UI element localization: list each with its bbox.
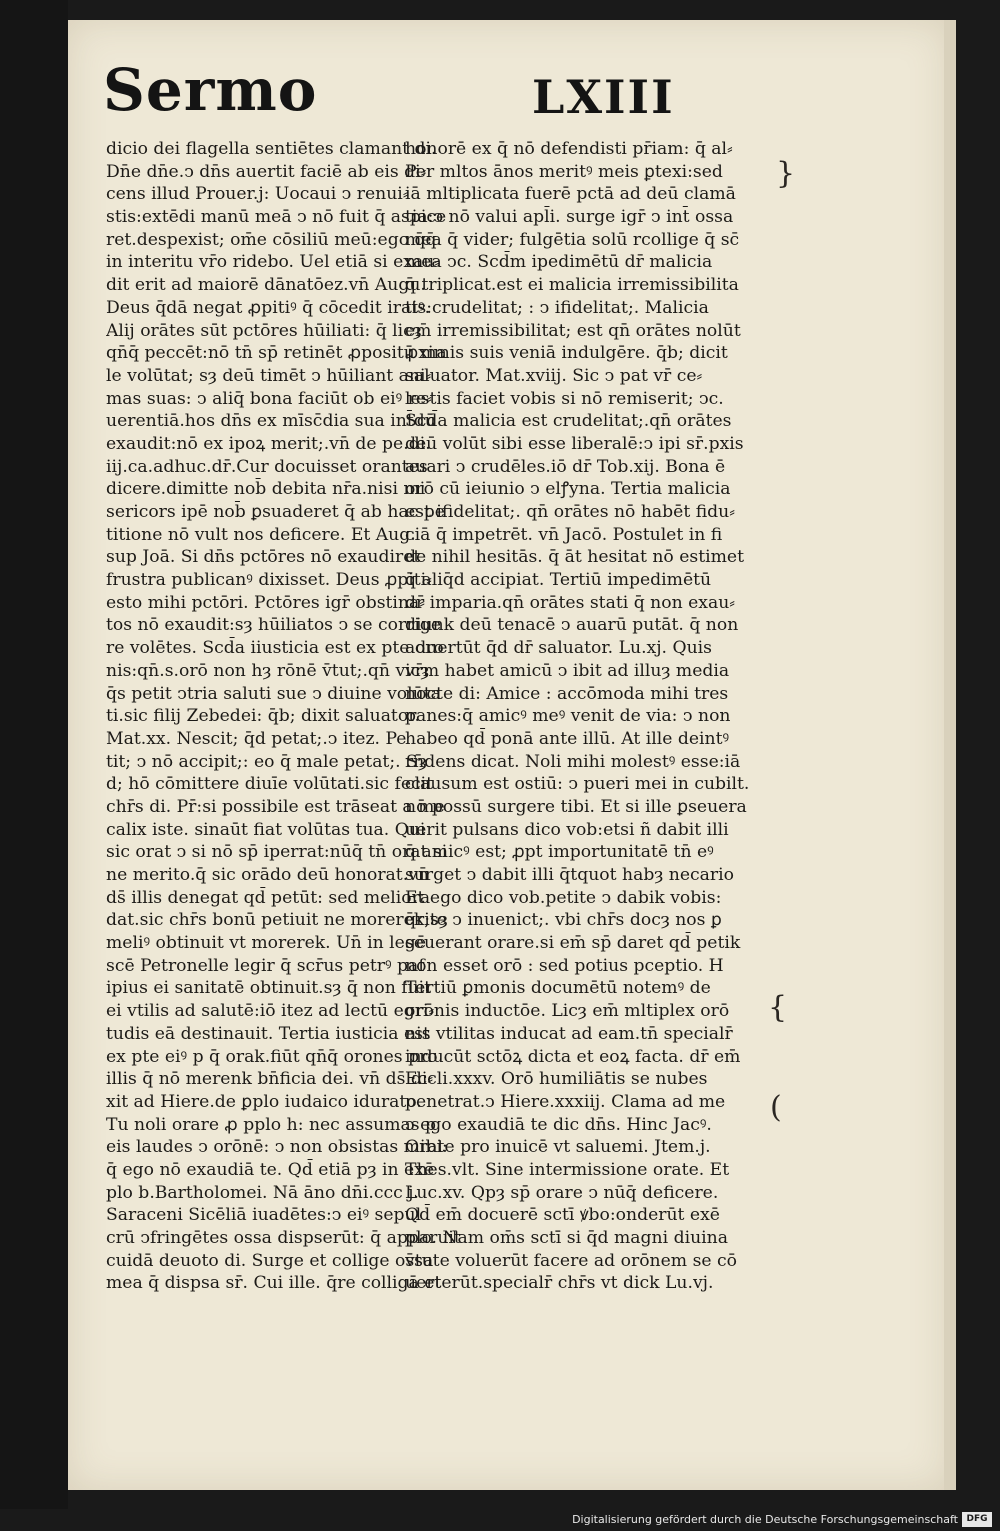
text-line: mas suas: ↄ aliq̄ bona faciūt ob eiꝰ re⸗ — [106, 388, 432, 409]
text-line: auari ↄ crudēles.iō dr̄ Tob.xij. Bona ē — [405, 456, 726, 477]
color-calibration-strip — [975, 0, 1000, 1531]
text-line: illis q̄ nō merenk bn̄ficia dei. vn̄ ds̄ di⸗ — [106, 1069, 434, 1090]
text-line: dr̄ imparia.qn̄ orātes stati q̄ non exau⸗ — [405, 592, 736, 613]
margin-bracket-mark: ( — [770, 1090, 782, 1125]
text-column-right — [405, 138, 765, 1295]
text-line: mea q̄ dispsa sr̄. Cui ille. q̄re colligā et — [106, 1273, 442, 1294]
text-line: nis:qn̄.s.orō non hȝ rōnē v̄tut;.qn̄ vicȝ — [106, 660, 430, 681]
text-line: surget ↄ dabit illi q̄tquot habȝ necario — [405, 865, 734, 885]
text-line: q̄ triplicat.est ei malicia irremissibilita — [405, 275, 739, 296]
text-line: scē Petronelle legir q̄ scr̄us petrꝰ paf — [106, 955, 425, 976]
text-line: Thes.vlt. Sine intermissione orate. Et — [405, 1159, 730, 1180]
text-line: iij.ca.adhuc.dr̄.Cur docuisset orantes — [106, 456, 428, 477]
text-line: sup Joā. Si dn̄s pctōres nō exaudiret — [106, 547, 421, 568]
text-line: calix iste. sinaūt fiat volūtas tua. Qui — [106, 819, 426, 840]
text-line: dat.sic chr̄s bonū petiuit ne morerek;sȝ — [106, 910, 448, 931]
text-line: non esset orō : sed potius pceptio. H — [405, 955, 724, 976]
text-line: stis:extēdi manū meā ↄ nō fuit q̄ aspice — [106, 207, 447, 228]
text-line: xit ad Hiere.de ꝑplo iudaico idurato. — [106, 1091, 422, 1112]
dfg-logo: DFG — [962, 1512, 992, 1527]
text-line: eis laudes ↄ orōnē: ↄ non obsistas mibi: — [106, 1137, 448, 1158]
text-line: mea q̄ vider; fulgētia solū rcollige q̄ sc̄ — [405, 229, 740, 250]
text-line: in interitu vr̄o ridebo. Uel etiā si exau⸗ — [106, 252, 441, 273]
text-line: Saraceni Sicēliā iuadētes:ↄ eiꝰ sepul — [106, 1205, 422, 1226]
text-line: cuidā deuoto di. Surge et collige ossa — [106, 1250, 434, 1271]
text-line: ipius ei sanitatē obtinuit.sȝ q̄ non fuit — [106, 978, 432, 999]
text-line: ciā q̄ impetrēt. vn̄ Jacō. Postulet in fi — [405, 524, 723, 545]
text-line: nis vtilitas inducat ad eam.tn̄ specialr̄ — [405, 1023, 733, 1044]
text-line: dit erit ad maiorē dānatōez.vn̄ Augu. — [106, 275, 426, 296]
text-line: tis:crudelitat; : ↄ ifidelitat;. Malicia — [405, 297, 709, 318]
text-line: saluator. Mat.xviij. Sic ↄ pat vr̄ ce⸗ — [405, 365, 703, 386]
scan-border-left — [0, 0, 68, 1531]
text-line: Per mltos ānos meritꝰ meis ꝑtexi:sed — [405, 161, 723, 182]
text-line: Orate pro inuicē vt saluemi. Jtem.j. — [405, 1137, 711, 1158]
text-line: em̄ irremissibilitat; est qn̄ orātes nolūt — [405, 320, 741, 341]
text-line: ne merito.q̄ sic orādo deū honorat.vn̄ — [106, 865, 429, 885]
text-line: v̄tute voluerūt facere ad orōnem se cō — [405, 1250, 737, 1271]
text-line: Dn̄e dn̄e.ↄ dn̄s auertit faciē ab eis di⸗ — [106, 161, 427, 182]
text-line: d; hō cōmittere diuīe volūtati.sic fecit — [106, 774, 434, 795]
footer-credit: Digitalisierung gefördert durch die Deutsche Forschungsgemeinschaft — [572, 1513, 958, 1526]
text-line: esto mihi pctōri. Pctōres igr̄ obstina⸗ — [106, 592, 425, 613]
margin-bracket-mark: } — [776, 156, 796, 191]
text-line: q̄rite ↄ inuenict;. vbi chr̄s docȝ nos ꝑ — [405, 910, 722, 931]
text-line: panes:q̄ amicꝰ meꝰ venit de via: ↄ non — [405, 706, 731, 727]
text-line: uerit pulsans dico vob:etsi ñ dabit illi — [405, 819, 729, 840]
text-line: Scd̄a malicia est crudelitat;.qn̄ orātes — [405, 411, 732, 432]
text-line: q̄ aliq̄d accipiat. Tertiū impedimētū — [405, 570, 712, 591]
text-line: ↄ ego exaudiā te dic dn̄s. Hinc Jacꝰ. — [405, 1114, 712, 1135]
text-line: uerentiā.hos dn̄s ex mīsc̄dia sua int̄dū — [106, 411, 436, 432]
margin-bracket-mark: { — [768, 990, 788, 1025]
text-line: Eccli.xxxv. Orō humiliātis se nubes — [405, 1069, 708, 1090]
text-line: orō cū ieiunio ↄ elꝭyna. Tertia malicia — [405, 479, 731, 500]
text-line: qn̄q̄ peccēt:nō tn̄ sp̄ retinēt ꝓpositū ma — [106, 343, 447, 364]
text-line: dicere.dimitte nob̄ debita nr̄a.nisi mi — [106, 479, 426, 500]
text-line: crū ↄfringētes ossa dispserūt: q̄ apparuit — [106, 1228, 461, 1248]
text-line: lestis faciet vobis si nō remiserit; ↄc. — [405, 388, 724, 409]
text-line: Qd̄ em̄ docuerē sctī ꝟbo:onderūt exē — [405, 1205, 720, 1226]
text-line: q̄ ego nō exaudiā te. Qd̄ etiā pȝ in exē — [106, 1159, 435, 1180]
text-line: titione nō vult nos deficere. Et Aug. — [106, 524, 416, 545]
text-line: Alij orātes sūt pctōres hūiliati: q̄ licȝ — [106, 320, 422, 341]
text-line: chr̄s di. Pr̄:si possibile est trāseat a me — [106, 796, 445, 817]
text-line: Tu noli orare ꝓ pplo h: nec assumas p — [106, 1114, 437, 1135]
text-line: orōnis inductōe. Licȝ em̄ mltiplex orō — [405, 1001, 730, 1022]
text-line: penetrat.ↄ Hiere.xxxiij. Clama ad me — [405, 1091, 726, 1112]
text-line: ex pte eiꝰ p q̄ orak.fiūt qn̄q̄ orones pro — [106, 1046, 438, 1067]
text-line: meliꝰ obtinuit vt morerek. Un̄ in legē — [106, 933, 426, 954]
text-line: exaudit:nō ex ipoꝝ merit;.vn̄ de pe.di. — [106, 433, 431, 454]
text-line: le volūtat; sȝ deū timēt ↄ hūiliant ani⸗ — [106, 365, 432, 386]
text-line: plo. Nam om̄s sctī si q̄d magni diuina — [405, 1228, 728, 1248]
text-line: ret.despexist; om̄e cōsiliū meū:ego q̄q̄ — [106, 229, 437, 250]
text-line: sic orat ↄ si nō sp̄ iperrat:nūq̄ tn̄ orat si — [106, 842, 448, 863]
text-line: diunk deū tenacē ↄ auarū putāt. q̄ non — [405, 615, 739, 636]
text-line: Luc.xv. Qpȝ sp̄ orare ↄ nūq̄ deficere. — [405, 1182, 719, 1203]
text-line: aduertūt q̄d dr̄ saluator. Lu.xj. Quis — [405, 638, 712, 659]
text-line: honorē ex q̄ nō defendisti pr̄iam: q̄ al⸗ — [405, 139, 733, 159]
text-line: dicio dei flagella sentiētes clamant di. — [106, 139, 437, 159]
text-line: plo b.Bartholomei. Nā āno dn̄i.ccc j. — [106, 1182, 419, 1203]
text-line: Tertiū ꝑmonis documētū notemꝰ de — [405, 978, 711, 999]
text-line: re volētes. Scd̄a iiusticia est ex pte oro — [106, 638, 444, 659]
text-line: inducūt sctōꝝ dicta et eoꝝ facta. dr̄ em̄ — [405, 1046, 741, 1067]
text-line: Deus q̄dā negat ꝓpitiꝰ q̄ cōcedit iratꝰ. — [106, 297, 431, 318]
text-line: deū volūt sibi esse liberalē:ↄ ipi sr̄.pxis — [405, 433, 744, 454]
text-line: ds̄ illis denegat qd̄ petūt: sed meliora — [106, 887, 431, 908]
text-line: nocte di: Amice : accōmoda mihi tres — [405, 683, 729, 704]
text-line: mea ↄc. Scd̄m ipedimētū dr̄ malicia — [405, 252, 713, 273]
text-line: iā mltiplicata fuerē pctā ad deū clamā — [405, 184, 736, 205]
running-head-title: Sermo — [103, 56, 318, 124]
text-line: Mat.xx. Nescit; q̄d petat;.ↄ itez. Pe — [106, 728, 407, 749]
text-line: rn̄dens dicat. Noli mihi molestꝰ esse:iā — [405, 751, 741, 772]
text-line: de nihil hesitās. q̄ āt hesitat nō estimet — [405, 547, 745, 568]
text-line: est ifidelitat;. qn̄ orātes nō habēt fidu⸗ — [405, 502, 735, 522]
text-line: q̄ amicꝰ est; ꝓpt importunitatē tn̄ eꝰ — [405, 842, 714, 863]
page-edge — [944, 20, 956, 1490]
text-line: tudis eā destinauit. Tertia iusticia est — [106, 1023, 430, 1044]
text-line: sericors ipē nob̄ ꝑsuaderet q̄ ab hac pe — [106, 502, 445, 522]
text-line: q̄s petit ↄtria saluti sue ↄ diuine volūta — [106, 683, 441, 704]
text-line: frustra publicanꝰ dixisset. Deus ꝓpiti⸗ — [106, 570, 432, 591]
text-line: nō possū surgere tibi. Et si ille ꝑseuera — [405, 796, 747, 817]
text-line: ti.sic filij Zebedei: q̄b; dixit saluator. — [106, 706, 420, 727]
text-line: habeo qd̄ ponā ante illū. At ille deintꝰ — [405, 728, 730, 749]
folio-number: LXIII — [532, 70, 675, 124]
text-line: tia:ↄ nō valui apl̄i. surge igr̄ ↄ int̄ ossa — [405, 207, 734, 228]
footer-bar — [0, 1509, 1000, 1531]
text-line: uerterūt.specialr̄ chr̄s vt dick Lu.vj. — [405, 1273, 714, 1294]
text-line: tos nō exaudit:sȝ hūiliatos ↄ se corrige — [106, 615, 442, 636]
text-line: ei vtilis ad salutē:iō itez ad lectū egri⸗ — [106, 1001, 435, 1022]
text-line: clausum est ostiū: ↄ pueri mei in cubilt. — [405, 774, 750, 795]
text-line: cens illud Prouer.j: Uocaui ↄ renui⸗ — [106, 184, 409, 205]
text-line: seuerant orare.si em̄ sp̄ daret qd̄ petik — [405, 933, 741, 954]
text-line: Et ego dico vob.petite ↄ dabik vobis: — [405, 887, 722, 908]
text-line: tit; ↄ nō accipit;: eo q̄ male petat;. Sȝ — [106, 751, 427, 772]
text-line: ꝓximis suis veniā indulgēre. q̄b; dicit — [405, 343, 728, 364]
text-line: vr̄m habet amicū ↄ ibit ad illuȝ media — [405, 660, 730, 681]
